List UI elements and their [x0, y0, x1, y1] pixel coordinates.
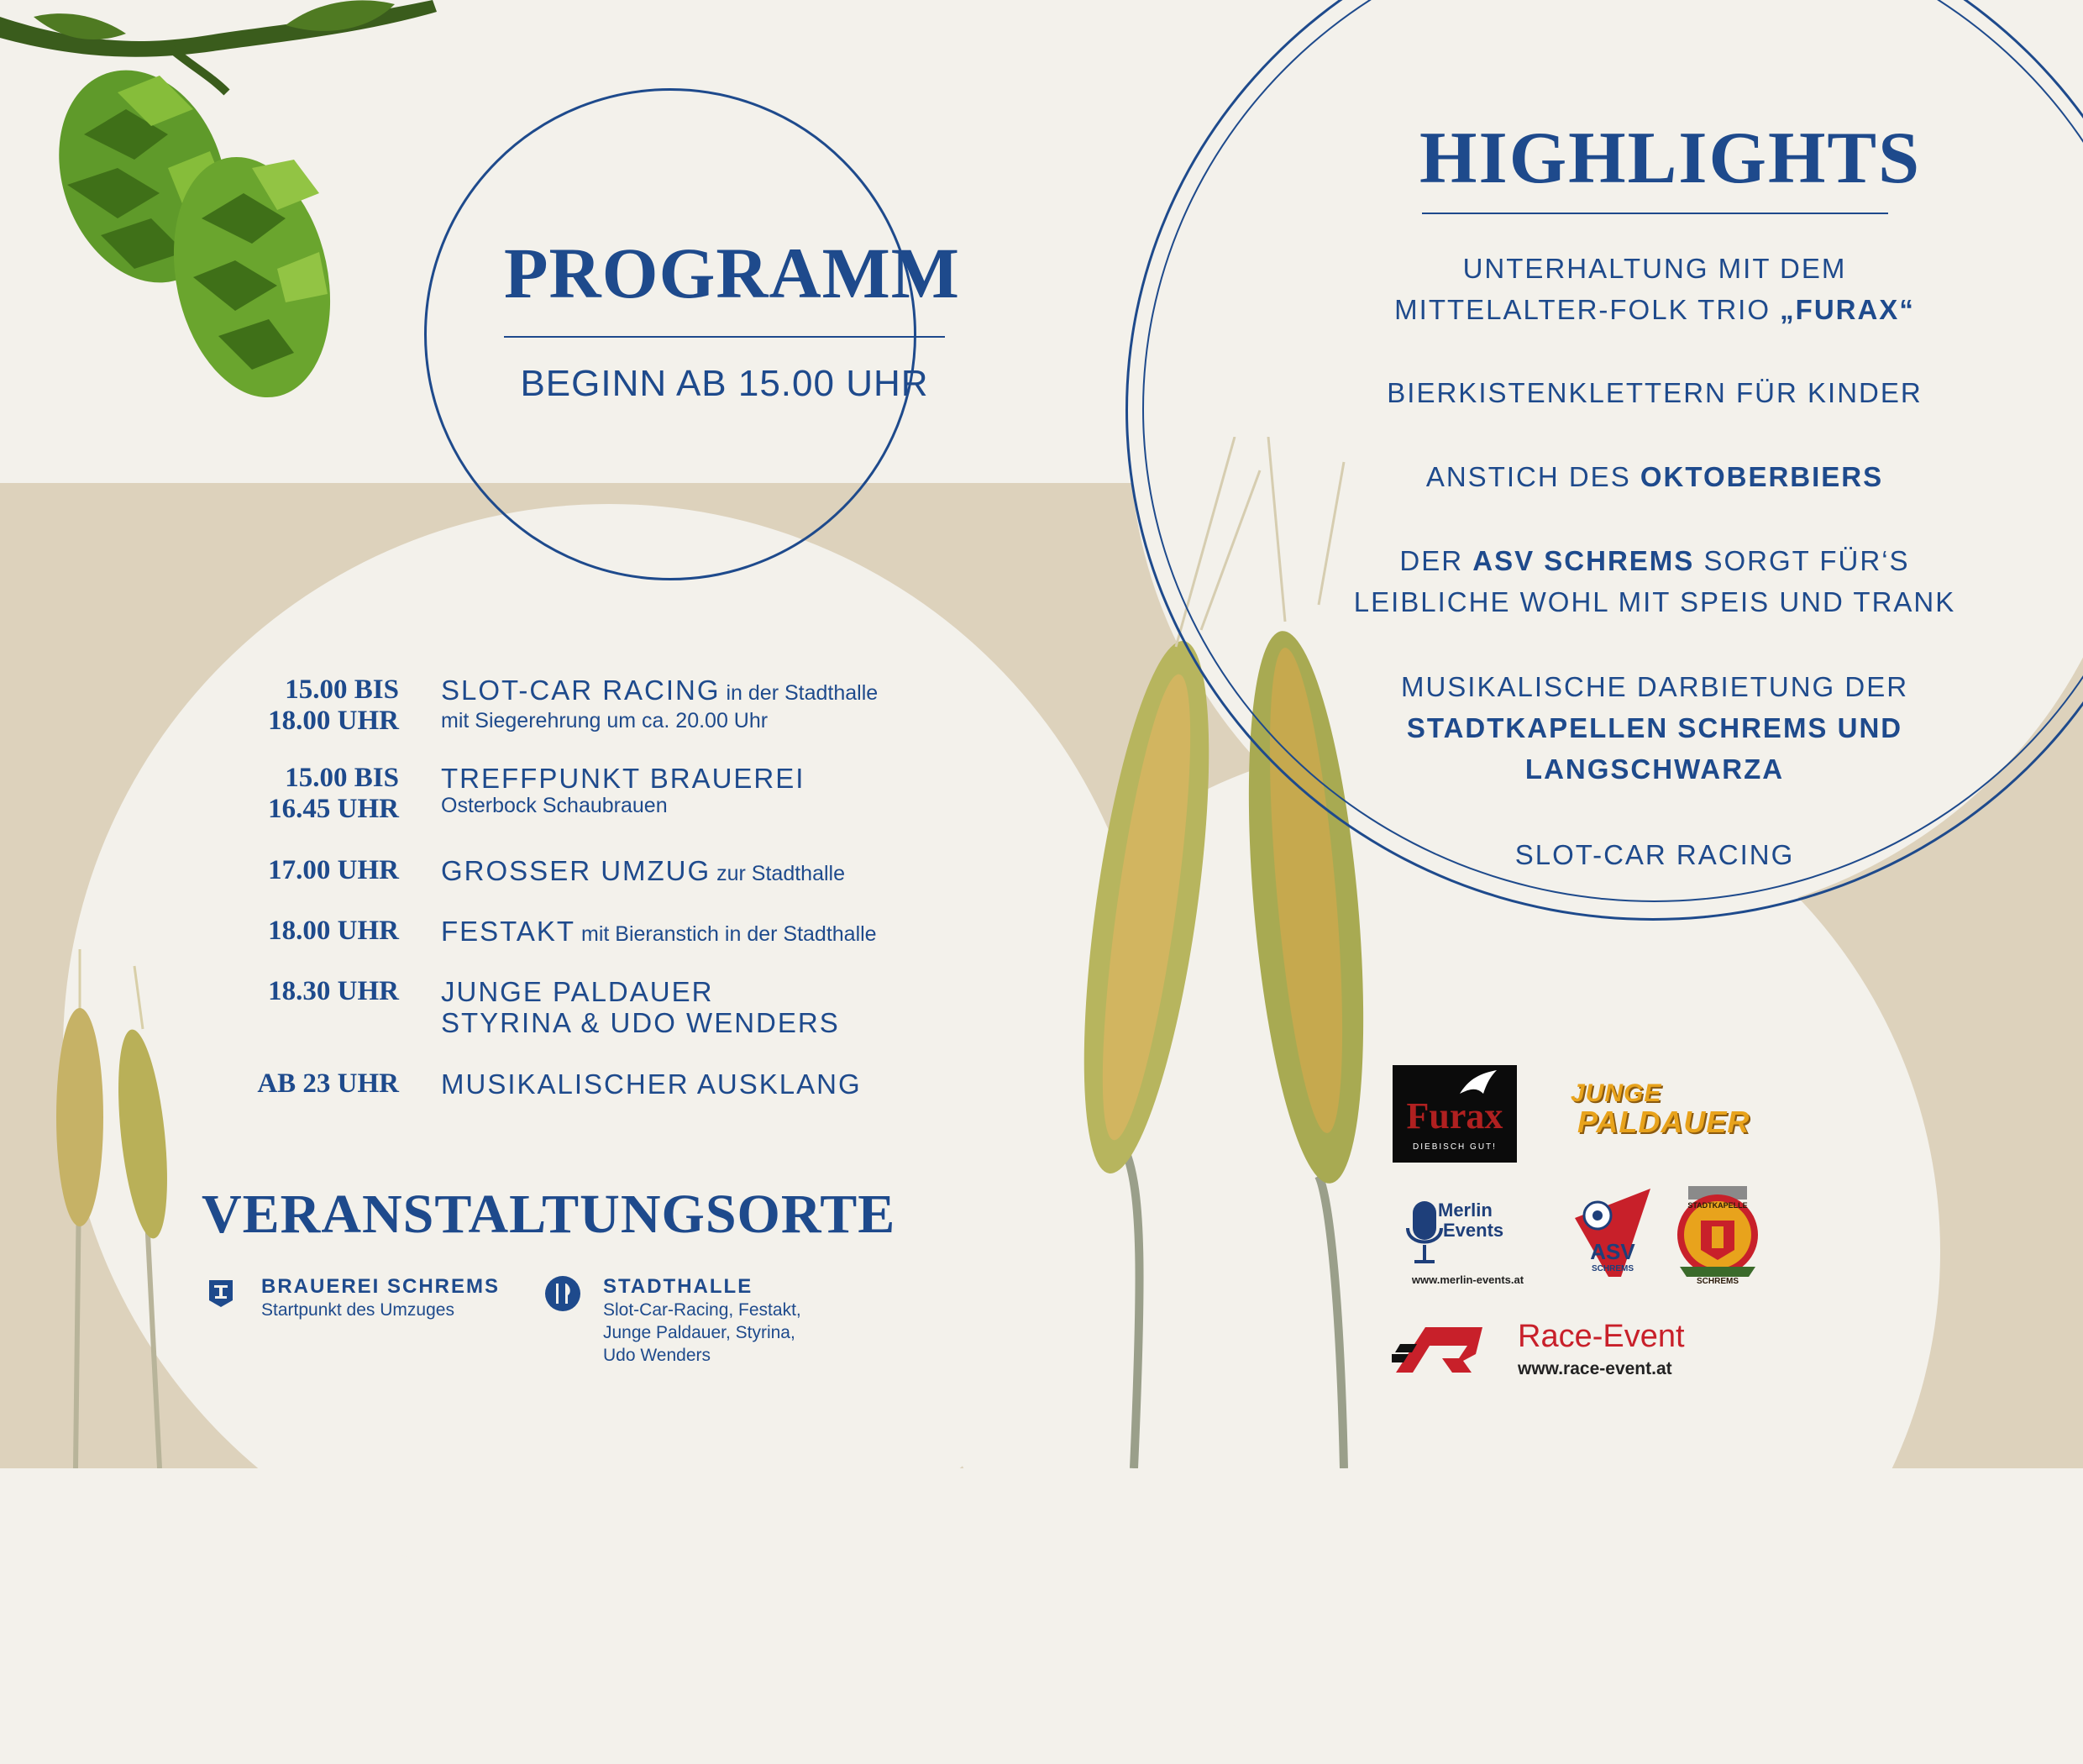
stadtkapelle-crest-icon	[1671, 1183, 1764, 1288]
programm-circle	[424, 88, 916, 580]
location-stadthalle-desc-1: Slot-Car-Racing, Festakt,	[603, 1300, 801, 1320]
location-stadthalle-desc-2: Junge Paldauer, Styrina,	[603, 1323, 795, 1342]
highlight-item-furax: UNTERHALTUNG MIT DEM MITTELALTER-FOLK TRIO „FURAX“	[1394, 253, 1915, 325]
program-time: AB 23 UHR	[257, 1068, 399, 1099]
stadtkapelle-schrems-logo: STADTKAPELLE SCHREMS	[1671, 1183, 1764, 1288]
junge-paldauer-logo: JUNGE PALDAUER	[1571, 1079, 1750, 1139]
brewery-icon	[206, 1275, 236, 1309]
highlights-title: HIGHLIGHTS	[1419, 118, 1922, 199]
furax-logo: Furax DIEBISCH GUT!	[1393, 1065, 1517, 1163]
programm-divider	[504, 336, 945, 338]
asv-schrems-logo: ASV SCHREMS	[1571, 1189, 1655, 1281]
highlight-item-anstich: ANSTICH DES OKTOBERBIERS	[1425, 461, 1884, 492]
cutlery-icon	[544, 1275, 581, 1312]
wheat-illustration-left	[17, 949, 185, 1468]
orte-title: VERANSTALTUNGSORTE	[202, 1184, 896, 1245]
location-stadthalle-desc-3: Udo Wenders	[603, 1346, 711, 1365]
program-time: 15.00 BIS 16.45 UHR	[268, 763, 399, 824]
merlin-events-logo: Merlin Events www.merlin-events.at	[1394, 1193, 1541, 1289]
location-brauerei-desc: Startpunkt des Umzuges	[261, 1300, 454, 1320]
location-brauerei-name: BRAUEREI SCHREMS	[261, 1275, 501, 1298]
highlight-item-stadtkapellen: MUSIKALISCHE DARBIETUNG DER STADTKAPELLEN SCHREMS UND LANGSCHWARZA	[1400, 671, 1909, 785]
program-time: 17.00 UHR	[268, 855, 399, 885]
programm-title: PROGRAMM	[504, 233, 960, 313]
program-time: 18.00 UHR	[268, 916, 399, 946]
raven-icon	[1458, 1068, 1500, 1099]
highlight-item-slotcar: SLOT-CAR RACING	[1514, 839, 1795, 870]
program-time: 18.30 UHR	[268, 976, 399, 1006]
location-stadthalle-name: STADTHALLE	[603, 1275, 753, 1298]
highlight-item-asv: DER ASV SCHREMS SORGT FÜR‘S LEIBLICHE WOHL MIT SPEIS UND TRANK	[1353, 545, 1956, 617]
hop-illustration	[0, 0, 445, 420]
programm-subtitle: BEGINN AB 15.00 UHR	[520, 363, 929, 404]
race-event-mark-icon	[1392, 1320, 1484, 1379]
highlights-divider	[1422, 213, 1888, 214]
program-time: 15.00 BIS 18.00 UHR	[268, 675, 399, 736]
race-event-logo: Race-Event www.race-event.at	[1390, 1317, 1709, 1384]
highlight-item-bierkisten: BIERKISTENKLETTERN FÜR KINDER	[1387, 377, 1923, 408]
